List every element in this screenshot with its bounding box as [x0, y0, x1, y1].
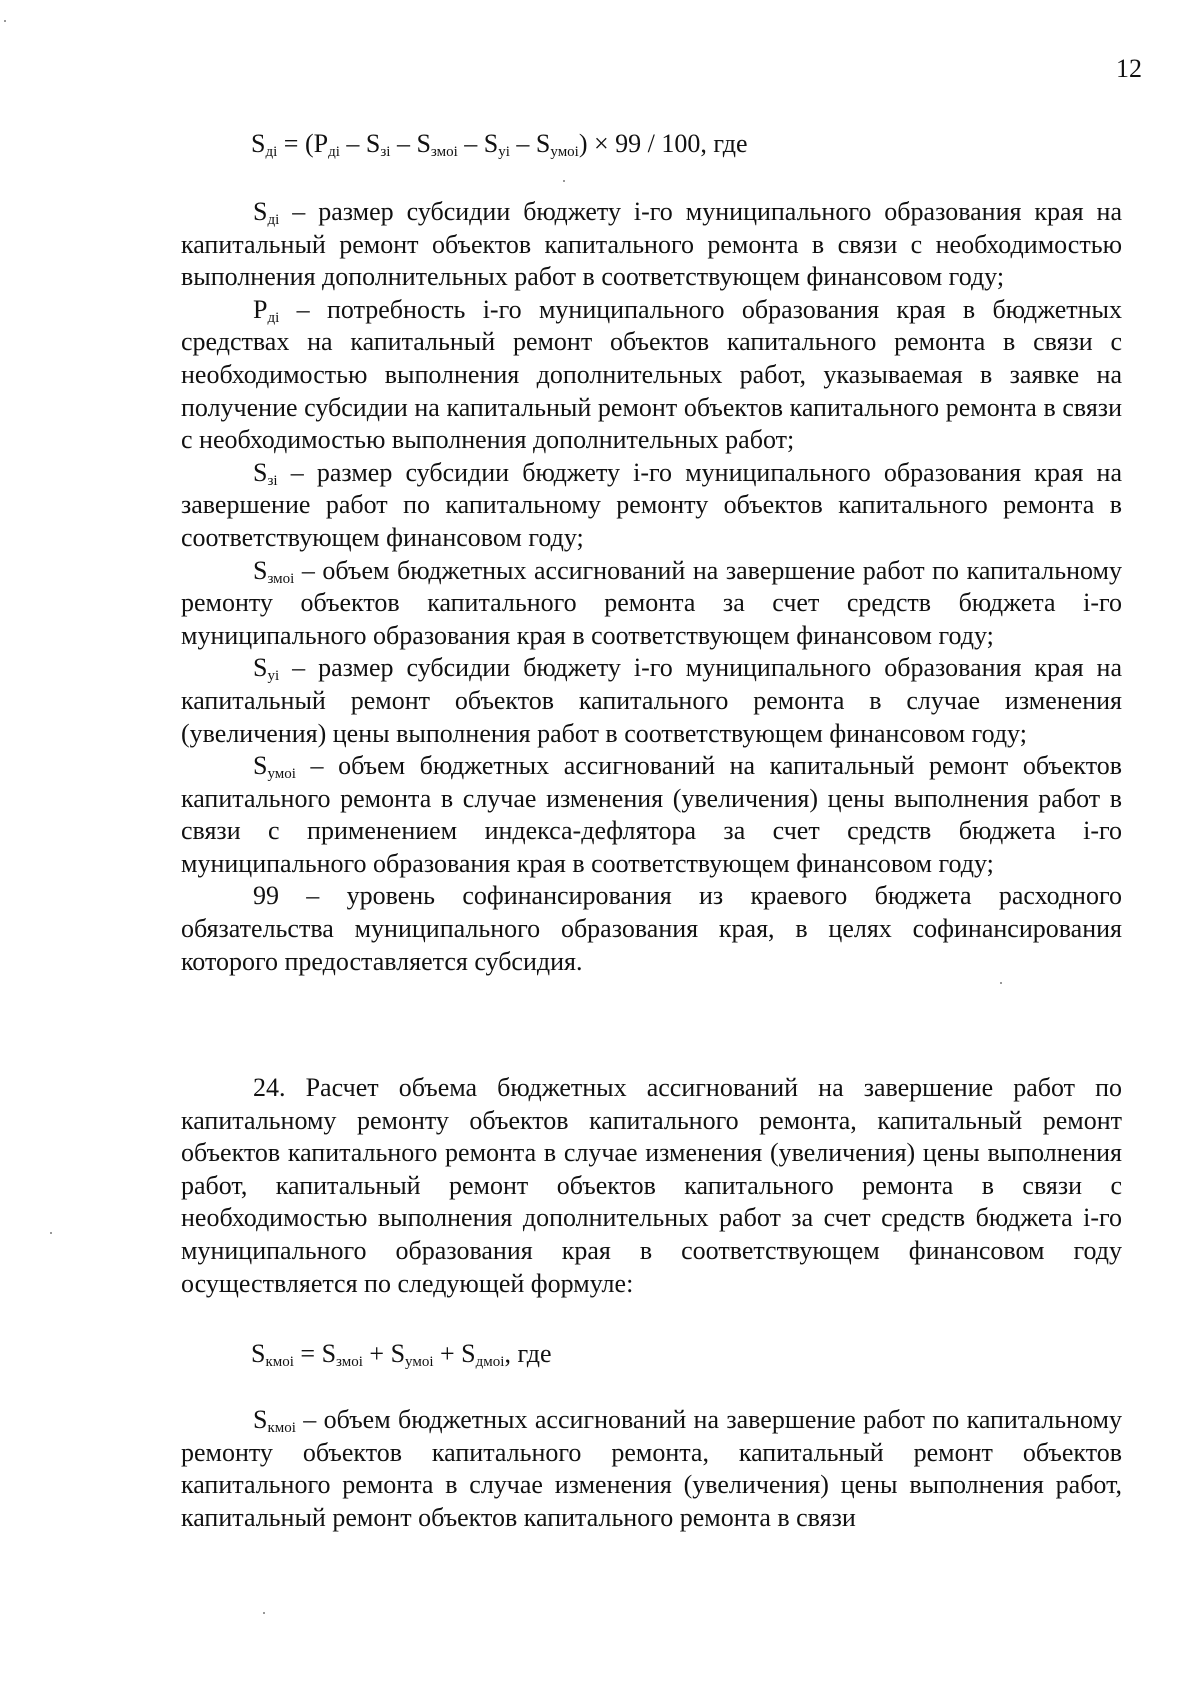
definition-s-di: $S_{дi}$ – размер субсидии бюджету i-го муниципального образования края на капитальный ремонт объектов капитального ремонта в связи с необходимостью выполнения дополнительных работ в соответствующем финансовом году;	[181, 197, 1122, 292]
definition-p-di: $P_{дi}$ – потребность i-го муниципального образования края в бюджетных средствах на капитальный ремонт объектов капитального ремонта в связи с необходимостью выполнения дополнительных работ, указываемая в заявке на получение субсидии на капитальный ремонт объектов капитального ремонта в связи с необходимостью выполнения дополнительных работ;	[181, 294, 1122, 455]
scan-speck	[263, 1612, 265, 1614]
scan-speck	[1000, 982, 1002, 984]
definitions-block	[181, 196, 1122, 978]
definition-kmoi-block	[181, 1404, 1122, 1534]
formula-subsidy-additional-works: $S_{дi} = (P_{дi} - S_{зi} - S_{змоi} - S_{уi} - S_{умоi}) \times 99 / 100$, где	[251, 129, 748, 160]
definition-s-umoi: $S_{умоi}$ – объем бюджетных ассигнований на капитальный ремонт объектов капитального ремонта в случае изменения (увеличения) цены выполнения работ в связи с применением индекса-дефлятора за счет средств бюджета i-го муниципального образования края в соответствующем финансовом году;	[181, 751, 1122, 878]
definition-s-zmoi: $S_{змоi}$ – объем бюджетных ассигнований на завершение работ по капитальному ремонту объектов капитального ремонта за счет средств бюджета i-го муниципального образования края в соответствующем финансовом году;	[181, 555, 1122, 650]
scan-speck	[50, 1232, 52, 1234]
definition-s-zi: $S_{зi}$ – размер субсидии бюджету i-го муниципального образования края на завершение работ по капитальному ремонту объектов капитального ремонта в соответствующем финансовом году;	[181, 457, 1122, 552]
page-number: 12	[1116, 54, 1142, 83]
definition-s-kmoi: $S_{кмоi}$ – объем бюджетных ассигнований на завершение работ по капитальному ремонту объектов капитального ремонта, капитальный ремонт объектов капитального ремонта в случае изменения (увеличения) цены выполнения работ, капитальный ремонт объектов капитального ремонта в связи	[181, 1405, 1122, 1532]
paragraph-24-text: 24. Расчет объема бюджетных ассигнований на завершение работ по капитальному ремонту объектов капитального ремонта, капитальный ремонт объектов капитального ремонта в случае изменения (увеличения) цены выполнения работ, капитальный ремонт объектов капитального ремонта в связи с необходимостью выполнения дополнительных работ за счет средств бюджета i-го муниципального образования края в соответствующем финансовом году осуществляется по следующей формуле:	[181, 1073, 1122, 1298]
paragraph-24	[181, 1072, 1122, 1300]
definition-99: 99 – уровень софинансирования из краевого бюджета расходного обязательства муниципального образования края, в целях софинансирования которого предоставляется субсидия.	[181, 881, 1122, 976]
formula-budget-allocations: $S_{кмоi} = S_{змоi} + S_{умоi} + S_{дмоi}$, где	[251, 1339, 552, 1370]
scan-speck	[563, 180, 565, 182]
definition-s-ui: $S_{уi}$ – размер субсидии бюджету i-го муниципального образования края на капитальный ремонт объектов капитального ремонта в случае изменения (увеличения) цены выполнения работ в соответствующем финансовом году;	[181, 653, 1122, 748]
scan-speck	[4, 20, 6, 22]
